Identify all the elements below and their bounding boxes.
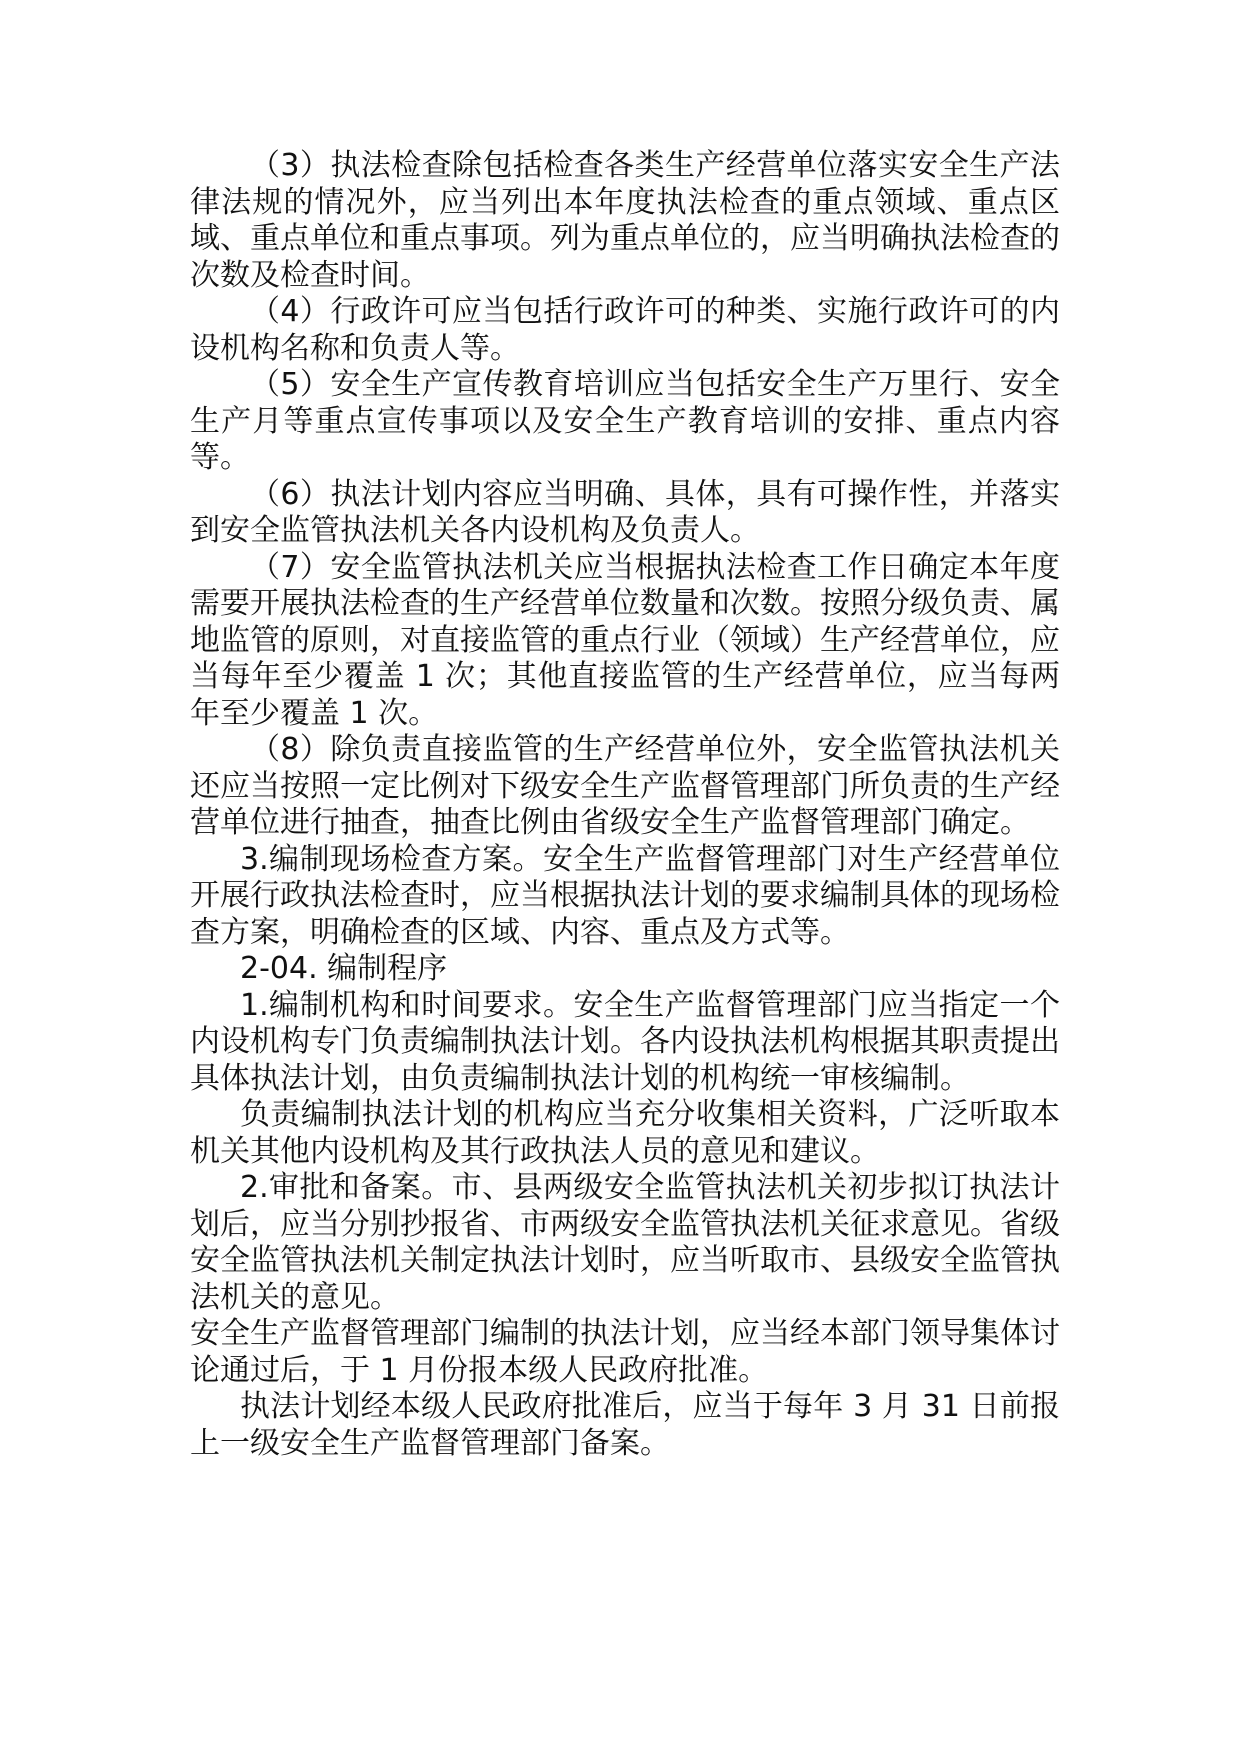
paragraph-organization-time: 1.编制机构和时间要求。安全生产监督管理部门应当指定一个内设机构专门负责编制执法计划。各内设执法机构根据其职责提出具体执法计划，由负责编制执法计划的机构统一审核编制。: [190, 987, 1060, 1096]
section-heading-procedure: 2-04. 编制程序: [240, 951, 448, 986]
paragraph-item-4-licensing: （4）行政许可应当包括行政许可的种类、实施行政许可的内设机构名称和负责人等。: [190, 294, 1060, 366]
paragraph-approval-filing: 2.审批和备案。市、县两级安全监管执法机关初步拟订执法计划后，应当分别抄报省、市两级安全监管执法机关征求意见。省级安全监管执法机关制定执法计划时，应当听取市、县级安全监管执法机关的意见。: [190, 1170, 1060, 1315]
paragraph-item-6-plan-content: （6）执法计划内容应当明确、具体，具有可操作性，并落实到安全监管执法机关各内设机构及负责人。: [190, 476, 1060, 548]
document-body: [190, 148, 1060, 1462]
paragraph-collect-opinions: 负责编制执法计划的机构应当充分收集相关资料，广泛听取本机关其他内设机构及其行政执法人员的意见和建议。: [190, 1097, 1060, 1169]
paragraph-item-7-coverage: （7）安全监管执法机关应当根据执法检查工作日确定本年度需要开展执法检查的生产经营单位数量和次数。按照分级负责、属地监管的原则，对直接监管的重点行业（领域）生产经营单位，应当每年至少覆盖 1 次；其他直接监管的生产经营单位，应当每两年至少覆盖 1 次。: [190, 549, 1060, 731]
paragraph-item-5-training: （5）安全生产宣传教育培训应当包括安全生产万里行、安全生产月等重点宣传事项以及安全生产教育培训的安排、重点内容等。: [190, 367, 1060, 475]
paragraph-government-approval: 安全生产监督管理部门编制的执法计划，应当经本部门领导集体讨论通过后，于 1 月份报本级人民政府批准。: [190, 1316, 1060, 1388]
paragraph-onsite-plan: 3.编制现场检查方案。安全生产监督管理部门对生产经营单位开展行政执法检查时，应当根据执法计划的要求编制具体的现场检查方案，明确检查的区域、内容、重点及方式等。: [190, 841, 1060, 950]
paragraph-item-8-sampling: （8）除负责直接监管的生产经营单位外，安全监管执法机关还应当按照一定比例对下级安全生产监督管理部门所负责的生产经营单位进行抽查，抽查比例由省级安全生产监督管理部门确定。: [190, 732, 1060, 840]
paragraph-item-3-inspection: （3）执法检查除包括检查各类生产经营单位落实安全生产法律法规的情况外，应当列出本年度执法检查的重点领域、重点区域、重点单位和重点事项。列为重点单位的，应当明确执法检查的次数及检查时间。: [190, 148, 1060, 293]
paragraph-filing-deadline: 执法计划经本级人民政府批准后，应当于每年 3 月 31 日前报上一级安全生产监督管理部门备案。: [190, 1389, 1060, 1461]
